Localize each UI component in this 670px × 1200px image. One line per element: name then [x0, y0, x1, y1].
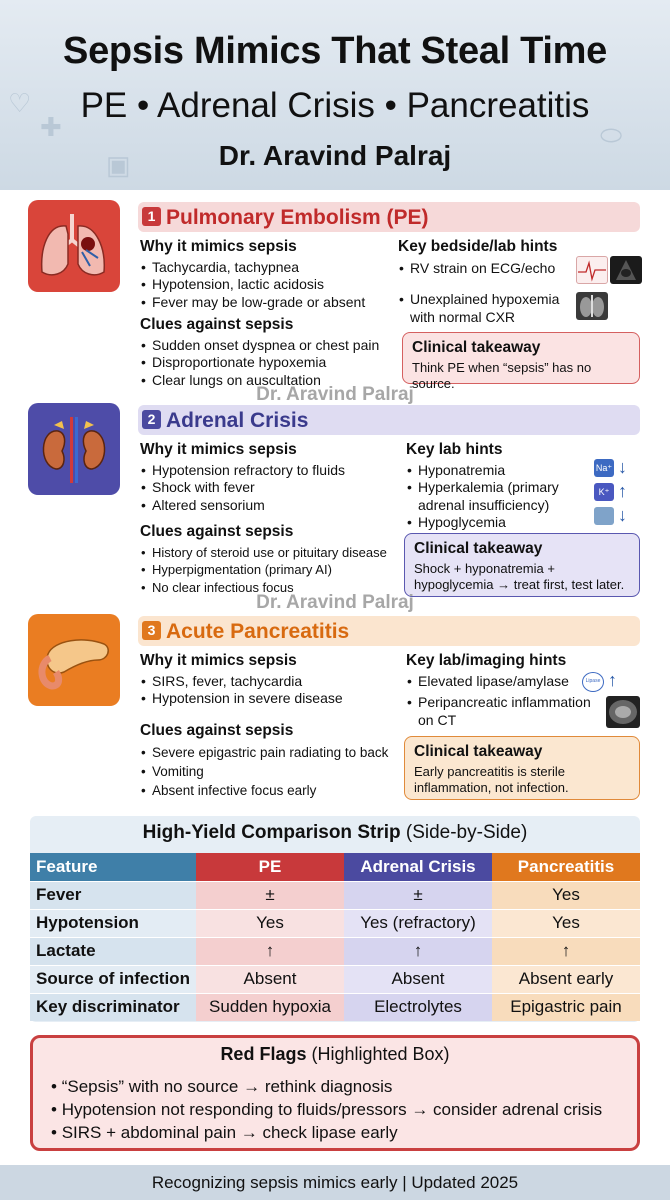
block-heading: Clues against sepsis: [140, 722, 294, 739]
pancreatitis-hints-block: [406, 652, 604, 729]
pancreatitis-clues-block: [140, 722, 402, 800]
list-item: • Disproportionate hypoxemia: [140, 354, 400, 372]
footer: Recognizing sepsis mimics early | Updated 2025: [0, 1165, 670, 1200]
table-cell: Key discriminator: [30, 993, 196, 1021]
section-number: 2: [142, 410, 161, 429]
red-flags-title-bold: Red Flags: [220, 1044, 307, 1064]
list-item: • No clear infectious focus: [140, 579, 410, 597]
table-cell: Electrolytes: [344, 993, 492, 1021]
table-cell: Fever: [30, 881, 196, 909]
table-row: [30, 909, 640, 937]
table-cell: ↑: [492, 937, 640, 965]
column-header: Pancreatitis: [492, 853, 640, 881]
list-item: • Hypotension in severe disease: [140, 690, 400, 708]
list-item: • SIRS, fever, tachycardia: [140, 673, 400, 691]
table-row: [30, 965, 640, 993]
list-item: • RV strain on ECG/echo: [398, 260, 568, 278]
list-item: • Hyperkalemia (primary adrenal insufficiency): [406, 479, 586, 514]
block-heading: Clues against sepsis: [140, 523, 294, 540]
list-item: • SIRS + abdominal pain → check lipase early: [51, 1123, 398, 1142]
red-flags-title: [33, 1044, 637, 1065]
section-pe: [28, 200, 642, 390]
list-item: • Hypotension, lactic acidosis: [140, 276, 400, 294]
section-title-text: Acute Pancreatitis: [166, 620, 350, 643]
block-heading: Key bedside/lab hints: [398, 238, 558, 255]
table-cell: Yes: [492, 909, 640, 937]
lungs-icon: [28, 200, 120, 292]
arrow-up-icon: ↑: [618, 481, 627, 501]
list-item: • Absent infective focus early: [140, 781, 402, 800]
table-cell: Yes: [196, 909, 344, 937]
arrow-down-icon: ↓: [618, 457, 627, 477]
list-item: • Sudden onset dyspnea or chest pain: [140, 337, 400, 355]
section-pancreatitis: [28, 614, 642, 804]
table-cell: Absent early: [492, 965, 640, 993]
list-item: • Severe epigastric pain radiating to back: [140, 743, 402, 762]
list-item: • Hyponatremia: [406, 462, 586, 480]
table-cell: ±: [196, 881, 344, 909]
comparison-strip: [30, 816, 640, 1022]
pe-why-block: [140, 238, 400, 311]
list-item: • Hypotension refractory to fluids: [140, 462, 410, 480]
list-item: • Hypotension not responding to fluids/pressors → consider adrenal crisis: [51, 1100, 603, 1119]
potassium-badge: K⁺: [594, 483, 614, 501]
block-heading: Why it mimics sepsis: [140, 441, 297, 458]
author-name: Dr. Aravind Palraj: [218, 140, 452, 171]
section-number: 1: [142, 207, 161, 226]
comparison-title-bold: High-Yield Comparison Strip: [142, 822, 401, 843]
echo-thumbnail-icon: [610, 256, 642, 284]
comparison-title-rest: (Side-by-Side): [400, 822, 528, 843]
list-item: • Shock with fever: [140, 479, 410, 497]
list-item: • Altered sensorium: [140, 497, 410, 515]
adrenal-clues-block: [140, 523, 410, 596]
section-pancreatitis-title: [138, 616, 640, 646]
adrenal-hints-block: [406, 441, 586, 532]
adrenal-why-block: [140, 441, 410, 514]
list-item: • Tachycardia, tachypnea: [140, 259, 400, 277]
list-item: • Hypoglycemia: [406, 514, 586, 532]
table-cell: Sudden hypoxia: [196, 993, 344, 1021]
adrenal-takeaway-box: [404, 533, 640, 597]
red-flags-box: [30, 1035, 640, 1151]
list-item: • “Sepsis” with no source → rethink diagnosis: [51, 1077, 393, 1096]
list-item: • Vomiting: [140, 762, 402, 781]
section-title-text: Pulmonary Embolism (PE): [166, 206, 429, 229]
block-heading: Why it mimics sepsis: [140, 652, 297, 669]
table-cell: Absent: [196, 965, 344, 993]
block-heading: Clues against sepsis: [140, 316, 294, 333]
list-item: • History of steroid use or pituitary disease: [140, 544, 410, 562]
comparison-table: [30, 853, 640, 1021]
takeaway-heading: Clinical takeaway: [412, 339, 541, 356]
block-heading: Key lab/imaging hints: [406, 652, 567, 669]
list-item: • Clear lungs on auscultation: [140, 372, 400, 390]
pe-takeaway-box: [402, 332, 640, 391]
table-cell: Absent: [344, 965, 492, 993]
first-aid-kit-icon: ▣: [106, 150, 131, 180]
heartbeat-icon: ♡: [8, 88, 32, 118]
red-flags-list: [51, 1075, 602, 1144]
header: [0, 0, 670, 190]
table-cell: Epigastric pain: [492, 993, 640, 1021]
section-number: 3: [142, 621, 161, 640]
kidneys-icon: [28, 403, 120, 495]
takeaway-text: Think PE when “sepsis” has no source.: [412, 360, 592, 391]
takeaway-heading: Clinical takeaway: [414, 540, 543, 557]
table-cell: Yes (refractory): [344, 909, 492, 937]
table-row: [30, 993, 640, 1021]
section-adrenal-title: [138, 405, 640, 435]
arrow-down-icon: ↓: [618, 505, 627, 525]
chest-xray-thumbnail-icon: [576, 292, 608, 320]
column-header: PE: [196, 853, 344, 881]
list-item: • Fever may be low-grade or absent: [140, 294, 400, 312]
capsule-icon: ⬭: [600, 120, 623, 150]
list-item: • Elevated lipase/amylase: [406, 673, 604, 691]
table-cell: Hypotension: [30, 909, 196, 937]
page-subtitle: PE • Adrenal Crisis • Pancreatitis: [80, 86, 590, 125]
table-cell: Yes: [492, 881, 640, 909]
pancreas-icon: [28, 614, 120, 706]
block-heading: Key lab hints: [406, 441, 503, 458]
pe-hints-block: [398, 238, 568, 326]
column-header: Adrenal Crisis: [344, 853, 492, 881]
table-cell: Lactate: [30, 937, 196, 965]
section-adrenal: [28, 403, 642, 603]
watermark: Dr. Aravind Palraj: [256, 592, 414, 613]
arrow-up-icon: ↑: [608, 670, 617, 690]
pancreatitis-why-block: [140, 652, 400, 708]
table-row: [30, 881, 640, 909]
section-title-text: Adrenal Crisis: [166, 409, 309, 432]
red-flags-title-rest: (Highlighted Box): [306, 1044, 450, 1064]
column-header: Feature: [30, 853, 196, 881]
takeaway-text: Early pancreatitis is sterile inflammation, not infection.: [414, 764, 569, 795]
list-item: • Unexplained hypoxemia with normal CXR: [398, 291, 568, 326]
table-cell: Source of infection: [30, 965, 196, 993]
pe-clues-block: [140, 316, 400, 389]
watermark: Dr. Aravind Palraj: [256, 384, 414, 405]
table-cell: ±: [344, 881, 492, 909]
table-cell: ↑: [344, 937, 492, 965]
takeaway-text: Shock + hyponatremia + hypoglycemia → treat first, test later.: [414, 561, 625, 592]
table-cell: ↑: [196, 937, 344, 965]
medical-cross-icon: ✚: [40, 112, 62, 142]
sodium-badge: Na⁺: [594, 459, 614, 477]
comparison-title: [30, 822, 640, 844]
takeaway-heading: Clinical takeaway: [414, 743, 543, 760]
page-title: Sepsis Mimics That Steal Time: [63, 30, 607, 72]
list-item: • Hyperpigmentation (primary AI): [140, 561, 410, 579]
ecg-thumbnail-icon: [576, 256, 608, 284]
glucose-meter-icon: [594, 507, 614, 525]
list-item: • Peripancreatic inflammation on CT: [406, 694, 604, 729]
table-row: [30, 937, 640, 965]
pancreatitis-takeaway-box: [404, 736, 640, 800]
ct-scan-thumbnail-icon: [606, 696, 640, 728]
section-pe-title: [138, 202, 640, 232]
lipase-badge: Lipase: [582, 672, 604, 692]
block-heading: Why it mimics sepsis: [140, 238, 297, 255]
table-header-row: [30, 853, 640, 881]
